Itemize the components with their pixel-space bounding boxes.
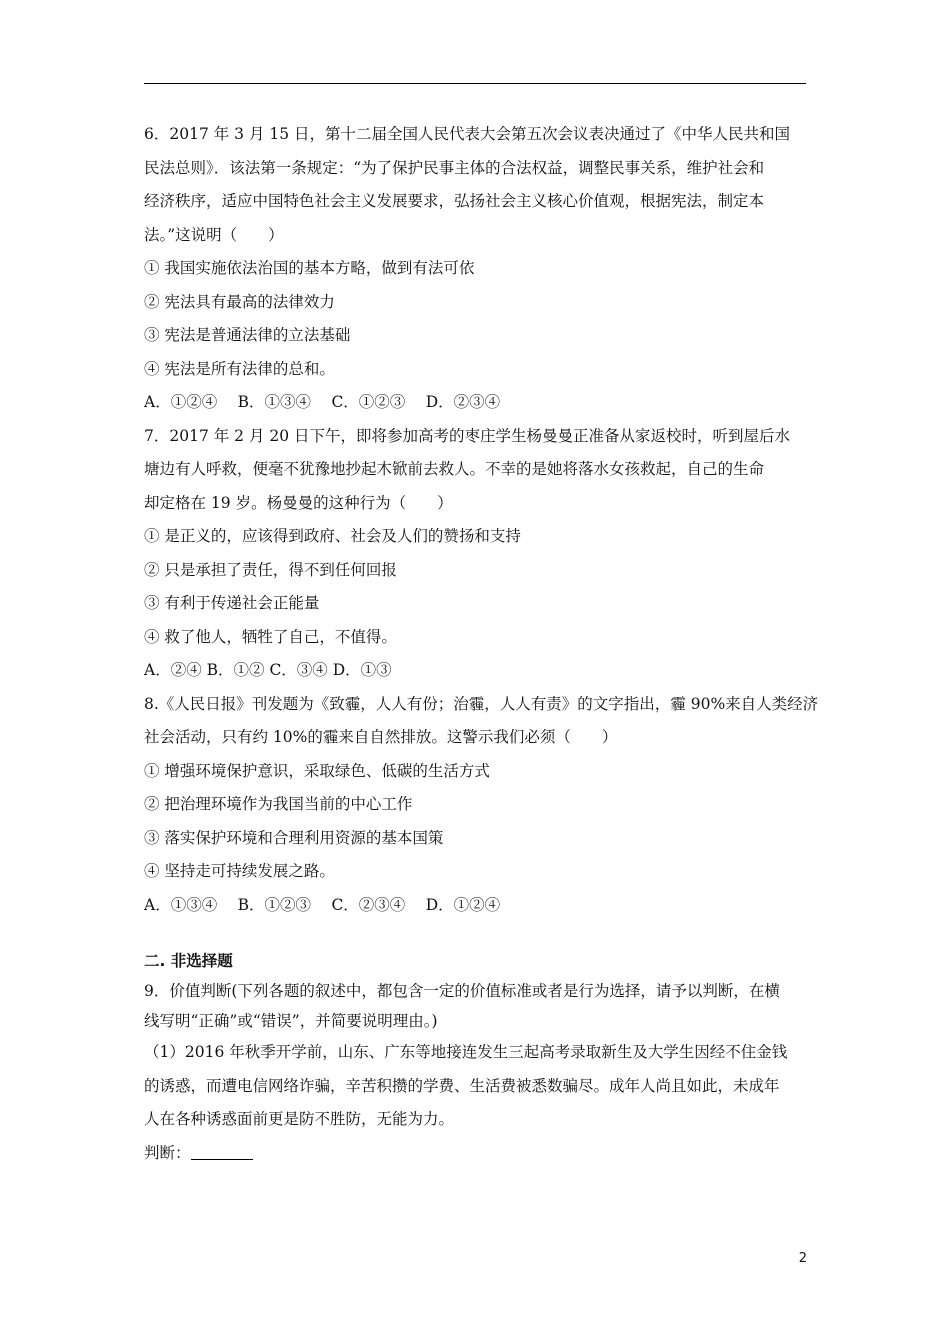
option-item: ① 增强环境保护意识，采取绿色、低碳的生活方式 [144,761,490,780]
option-item: ① 我国实施依法治国的基本方略，做到有法可依 [144,259,475,277]
question-6-line: 法。”这说明（ ） [144,225,284,244]
option-item: ④ 宪法是所有法律的总和。 [144,359,335,378]
question-9-line: 线写明“正确”或“错误”，并简要说明理由。) [144,1012,438,1030]
answer-choices: A．①③④ B．①②③ C．②③④ D．①②④ [144,895,501,914]
option-item: ② 只是承担了责任，得不到任何回报 [144,560,397,579]
question-6-line: 民法总则》．该法第一条规定：“为了保护民事主体的合法权益，调整民事关系，维护社会和 [144,158,765,177]
question-6-line: 6．2017 年 3 月 15 日，第十二届全国人民代表大会第五次会议表决通过了《中华人民共和国 [144,125,791,143]
header-rule [144,83,806,84]
option-item: ④ 救了他人，牺牲了自己，不值得。 [144,627,397,646]
option-item: ② 把治理环境作为我国当前的中心工作 [144,795,413,813]
question-7-line: 塘边有人呼救，便毫不犹豫地抄起木锨前去救人。不幸的是她将落水女孩救起，自己的生命 [144,460,765,478]
page-number: 2 [798,1251,807,1266]
option-item: ③ 落实保护环境和合理利用资源的基本国策 [144,828,444,847]
question-8-line: 8.《人民日报》刊发题为《致霾，人人有份；治霾，人人有责》的文字指出，霾 90%来自人类经济 [144,694,819,713]
answer-choices: A．①②④ B．①③④ C．①②③ D．②③④ [144,393,501,411]
option-item: ③ 有利于传递社会正能量 [144,594,320,612]
document-body [144,118,819,1170]
sub-question-line: （1）2016 年秋季开学前，山东、广东等地接连发生三起高考录取新生及大学生因经不住金钱 [144,1043,788,1061]
section-2 [144,946,808,1170]
answer-choices: A．②④ B．①② C．③④ D．①③ [144,661,392,679]
question-7 [144,420,808,688]
section-heading: 二. 非选择题 [144,952,233,970]
option-item: ④ 坚持走可持续发展之路。 [144,862,335,880]
option-item: ① 是正义的，应该得到政府、社会及人们的赞扬和支持 [144,527,521,545]
question-9-line: 9．价值判断(下列各题的叙述中，都包含一定的价值标准或者是行为选择，请予以判断，在横 [144,982,780,1000]
question-8 [144,688,819,923]
judge-label: 判断： [144,1143,191,1162]
sub-question-line: 的诱惑，而遭电信网络诈骗，辛苦积攒的学费、生活费被悉数骗尽。成年人尚且如此，未成年 [144,1076,780,1095]
question-7-line: 却定格在 19 岁。杨曼曼的这种行为（ ） [144,493,453,512]
option-item: ③ 宪法是普通法律的立法基础 [144,326,351,344]
question-8-line: 社会活动，只有约 10%的霾来自自然排放。这警示我们必须（ ） [144,728,618,746]
sub-question-line: 人在各种诱惑面前更是防不胜防，无能为力。 [144,1110,455,1128]
judge-row [144,1137,808,1171]
question-6-line: 经济秩序，适应中国特色社会主义发展要求，弘扬社会主义核心价值观，根据宪法，制定本 [144,192,765,210]
question-6 [144,118,808,420]
question-7-line: 7．2017 年 2 月 20 日下午，即将参加高考的枣庄学生杨曼曼正准备从家返校时，听到屋后水 [144,426,791,445]
option-item: ② 宪法具有最高的法律效力 [144,292,335,311]
judge-answer-blank[interactable] [191,1143,253,1160]
